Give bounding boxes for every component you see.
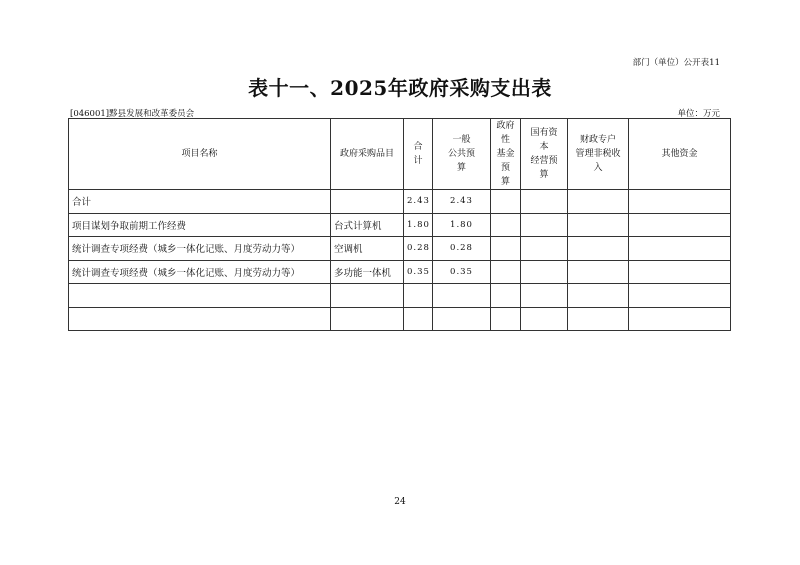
col-header: 政府性 基金预 算 [491,119,521,190]
unit-label: 单位：万元 [677,109,720,119]
table-cell: 1.80 [433,213,491,237]
table-cell [629,237,731,261]
table-cell: 统计调查专项经费（城乡一体化记账、月度劳动力等） [69,260,331,284]
table-row [69,237,731,261]
table-row [69,260,731,284]
table-cell [491,190,521,214]
table-cell [69,307,331,331]
col-header: 其他资金 [629,119,731,190]
table-cell [521,190,568,214]
table-cell [629,307,731,331]
col-header: 合 计 [404,119,433,190]
col-header: 项目名称 [69,119,331,190]
table-cell: 2.43 [404,190,433,214]
table-cell: 2.43 [433,190,491,214]
table-cell [568,237,629,261]
page-number: 24 [394,497,406,507]
table-cell [629,284,731,308]
table-cell [629,260,731,284]
table-cell [491,237,521,261]
table-row [69,307,731,331]
table-cell [491,260,521,284]
table-cell [491,213,521,237]
table-cell: 多功能一体机 [331,260,404,284]
table-row [69,284,731,308]
corner-note: 部门（单位）公开表11 [632,58,720,68]
table-cell [433,284,491,308]
col-header: 一般 公共预 算 [433,119,491,190]
table-row [69,213,731,237]
table-cell [629,213,731,237]
table-header-row [69,119,731,190]
table-cell: 0.35 [404,260,433,284]
table-cell [568,284,629,308]
table-cell [568,213,629,237]
table-cell: 空调机 [331,237,404,261]
table-cell [568,307,629,331]
table-cell [331,284,404,308]
table-cell: 合计 [69,190,331,214]
procurement-table [68,118,731,331]
table-cell: 0.28 [433,237,491,261]
table-cell [404,284,433,308]
col-header: 国有资 本 经营预 算 [521,119,568,190]
table-cell [433,307,491,331]
table-cell: 0.28 [404,237,433,261]
table-cell [331,307,404,331]
table-cell [521,260,568,284]
col-header: 财政专户 管理非税收 入 [568,119,629,190]
org-name: [046001]黟县发展和改革委员会 [70,109,195,119]
col-header: 政府采购品目 [331,119,404,190]
table-row [69,190,731,214]
table-cell [521,284,568,308]
table-cell: 0.35 [433,260,491,284]
table-cell [491,307,521,331]
table-cell [491,284,521,308]
table-cell [568,260,629,284]
table-cell [568,190,629,214]
table-cell: 1.80 [404,213,433,237]
table-cell [331,190,404,214]
table-cell: 统计调查专项经费（城乡一体化记账、月度劳动力等） [69,237,331,261]
table-cell [521,307,568,331]
table-cell [629,190,731,214]
table-cell [521,237,568,261]
page-title: 表十一、2025年政府采购支出表 [248,76,552,100]
table-cell: 项目谋划争取前期工作经费 [69,213,331,237]
table-cell [404,307,433,331]
table-cell [521,213,568,237]
table-cell [69,284,331,308]
table-cell: 台式计算机 [331,213,404,237]
